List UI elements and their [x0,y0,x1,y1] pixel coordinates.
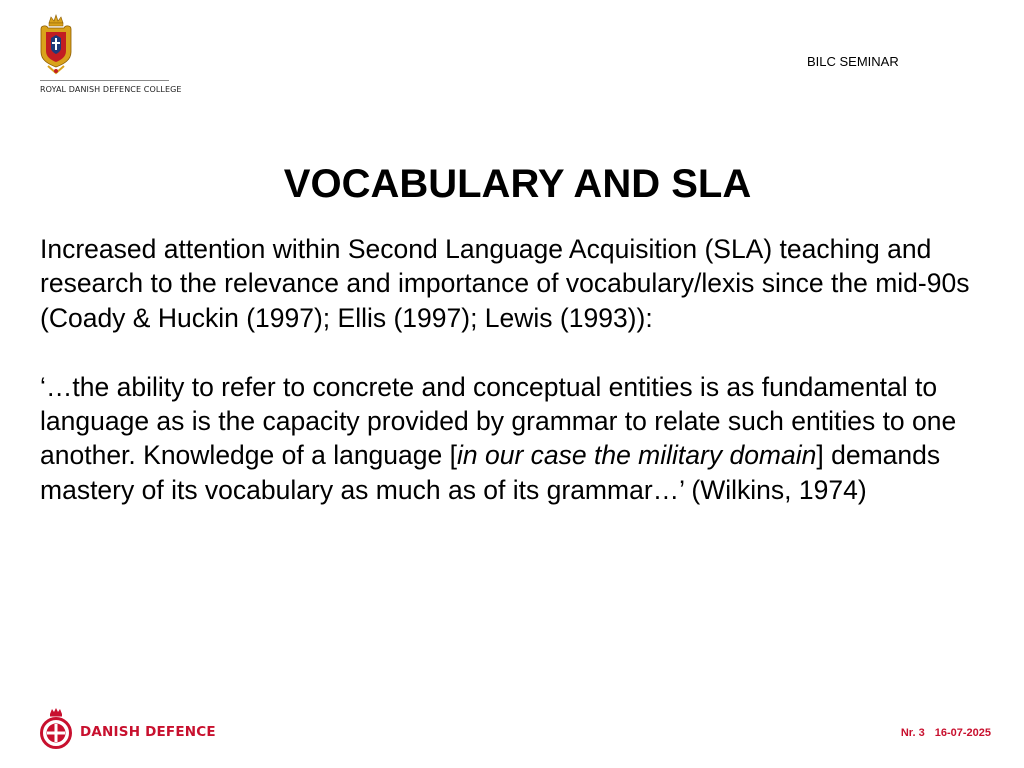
quote-text-start: ‘…the ability to refer to concrete and conceptual entities is as fundamental to language as is the capacity provided by grammar to relate such entities to one another. Knowledge of a language [ [40,371,957,471]
slide-date: 16-07-2025 [934,727,991,739]
page-number: Nr. 3 [900,727,925,739]
footer-meta [901,727,991,739]
quote-italic-aside: in our case the military domain [456,440,817,471]
danish-defence-emblem-icon [39,708,73,750]
slide-title: VOCABULARY AND SLA [283,162,752,206]
quote-text-end: ] demands mastery of its vocabulary as much as of its grammar…’ (Wilkins, 1974) [40,440,941,505]
header-divider [40,80,169,81]
footer-brand: DANISH DEFENCE [80,724,216,740]
quote-paragraph [40,370,995,508]
royal-danish-defence-college-crest-icon [38,14,74,76]
intro-paragraph: Increased attention within Second Language Acquisition (SLA) teaching and research to the relevance and importance of vocabulary/lexis since the mid-90s (Coady & Huckin (1997); Ellis (1997); Lewis (1993)): [40,234,970,333]
college-name: ROYAL DANISH DEFENCE COLLEGE [40,85,182,94]
event-label: BILC SEMINAR [807,54,899,69]
slide-body [40,232,995,507]
